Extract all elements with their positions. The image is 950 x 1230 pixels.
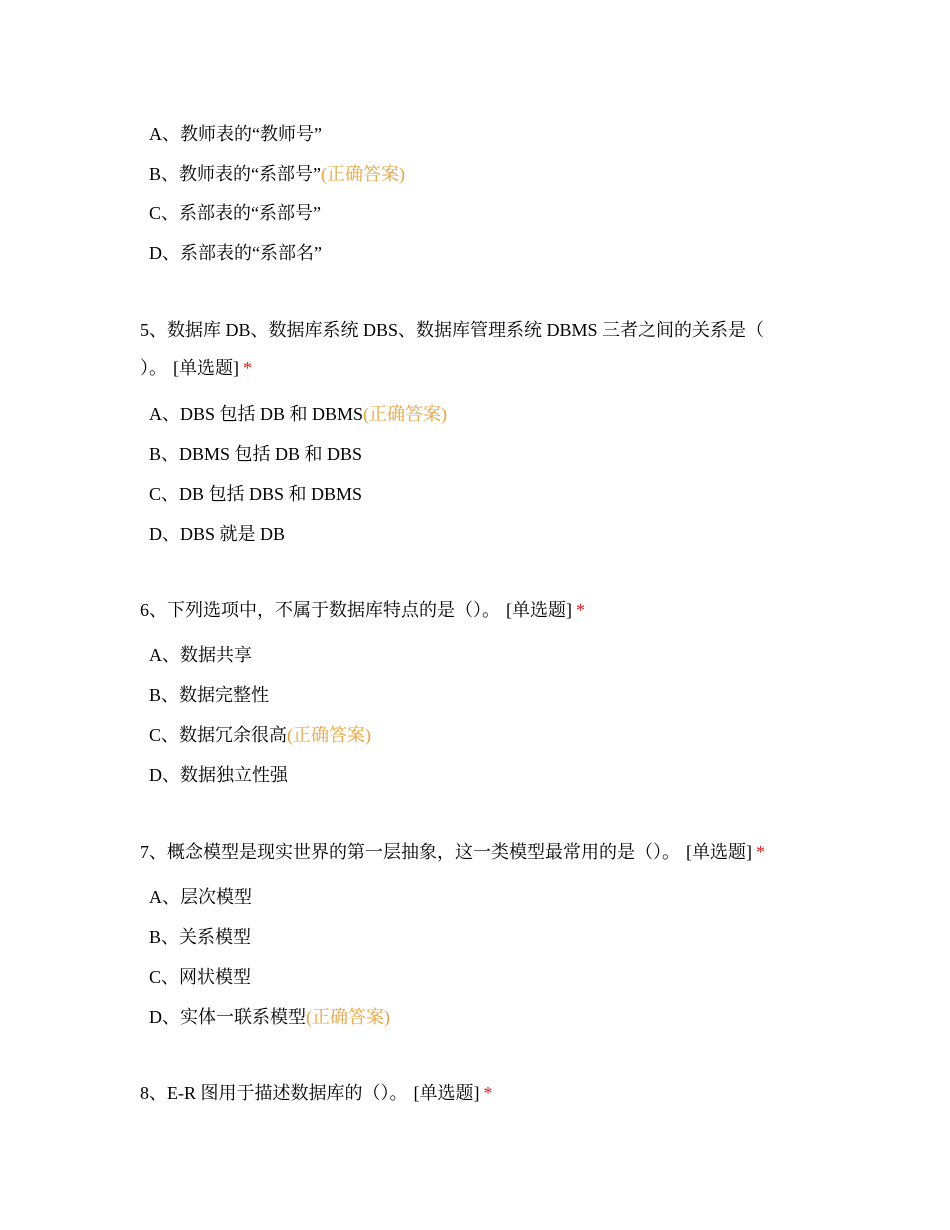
- q7-option-d[interactable]: [149, 1005, 390, 1029]
- required-star: *: [576, 600, 585, 620]
- question-text: 7、概念模型是现实世界的第一层抽象，这一类模型最常用的是（）。: [140, 842, 680, 862]
- option-text: B、DBMS 包括 DB 和 DBS: [149, 444, 363, 464]
- q7-option-c[interactable]: [149, 965, 251, 989]
- question-type-tag: [单选题]: [173, 358, 239, 378]
- option-text: B、数据完整性: [149, 685, 270, 705]
- option-text: C、系部表的“系部号”: [149, 203, 321, 223]
- option-text: D、DBS 就是 DB: [149, 524, 286, 544]
- q5-option-b[interactable]: [149, 442, 362, 466]
- required-star: *: [483, 1083, 493, 1103]
- option-text: A、教师表的“教师号”: [149, 124, 322, 144]
- option-text: C、数据冗余很高: [149, 725, 288, 745]
- option-text: D、数据独立性强: [149, 765, 288, 785]
- correct-answer-label: (正确答案): [320, 164, 405, 184]
- correct-answer-label: (正确答案): [306, 1007, 390, 1027]
- q4-option-a[interactable]: [149, 122, 322, 146]
- question-text: 6、下列选项中，不属于数据库特点的是（）。: [140, 600, 500, 620]
- q5-title-line1: [140, 318, 764, 342]
- q7-option-b[interactable]: [149, 925, 251, 949]
- option-text: C、DB 包括 DBS 和 DBMS: [149, 484, 363, 504]
- option-text: B、教师表的“系部号”: [149, 164, 321, 184]
- q5-option-a[interactable]: [149, 402, 447, 426]
- q4-option-d[interactable]: [149, 241, 322, 265]
- option-text: A、数据共享: [149, 645, 252, 665]
- question-text: 5、数据库 DB、数据库系统 DBS、数据库管理系统 DBMS 三者之间的关系是（: [140, 320, 765, 340]
- question-type-tag: [单选题]: [506, 600, 572, 620]
- q5-title-line2: [140, 356, 252, 380]
- option-text: A、DBS 包括 DB 和 DBMS: [149, 404, 364, 424]
- q6-title: [140, 598, 585, 622]
- question-text: ）。: [140, 358, 167, 378]
- question-text: 8、E-R 图用于描述数据库的（）。: [140, 1083, 408, 1103]
- option-text: C、网状模型: [149, 967, 252, 987]
- required-star: *: [243, 358, 252, 378]
- option-text: B、关系模型: [149, 927, 252, 947]
- correct-answer-label: (正确答案): [363, 404, 448, 424]
- q6-option-d[interactable]: [149, 763, 288, 787]
- q6-option-b[interactable]: [149, 683, 269, 707]
- q7-title: [140, 840, 765, 864]
- q8-title: [140, 1081, 493, 1105]
- question-type-tag: [单选题]: [686, 842, 752, 862]
- option-text: D、系部表的“系部名”: [149, 243, 322, 263]
- q4-option-b[interactable]: [149, 162, 405, 186]
- option-text: A、层次模型: [149, 887, 252, 907]
- q7-option-a[interactable]: [149, 885, 252, 909]
- q6-option-a[interactable]: [149, 643, 252, 667]
- q5-option-c[interactable]: [149, 482, 362, 506]
- required-star: *: [756, 842, 765, 862]
- correct-answer-label: (正确答案): [287, 725, 372, 745]
- option-text: D、实体一联系模型: [149, 1007, 306, 1027]
- question-type-tag: [单选题]: [413, 1083, 480, 1103]
- q6-option-c[interactable]: [149, 723, 371, 747]
- q5-option-d[interactable]: [149, 522, 285, 546]
- q4-option-c[interactable]: [149, 201, 321, 225]
